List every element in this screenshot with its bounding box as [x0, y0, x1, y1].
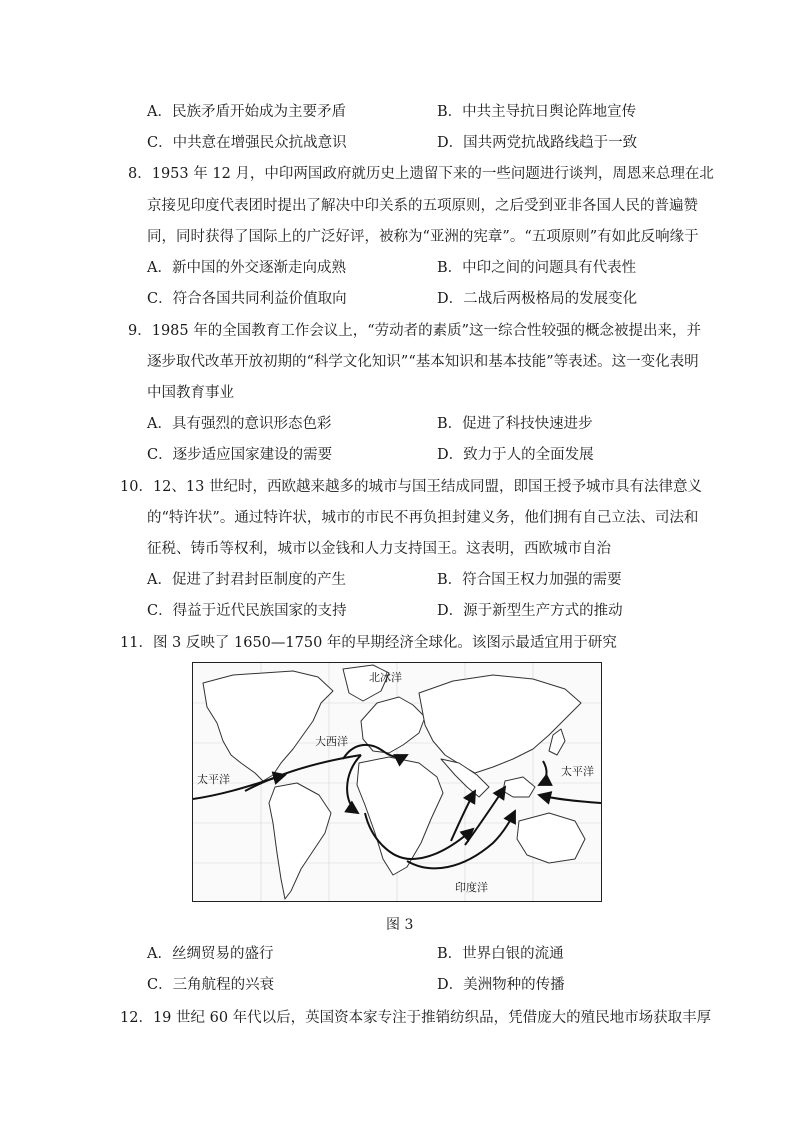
q8-option-d: D．二战后两极格局的发展变化 [437, 291, 638, 307]
q12-stem-line-1: 12．19 世纪 60 年代以后，英国资本家专注于推销纺织品，凭借庞大的殖民地市场获取丰厚 [120, 1010, 712, 1026]
q8-stem-line-1: 8．1953 年 12 月，中印两国政府就历史上遗留下来的一些问题进行谈判，周恩来总理在北 [128, 166, 714, 182]
q11-option-d: D．美洲物种的传播 [437, 977, 565, 993]
label-pacific-ocean-west: 太平洋 [197, 773, 230, 786]
q9-option-a: A．具有强烈的意识形态色彩 [147, 416, 332, 432]
q8-stem-line-2: 京接见印度代表团时提出了解决中印关系的五项原则，之后受到亚非各国人民的普遍赞 [147, 198, 698, 214]
q10-stem-line-1: 10．12、13 世纪时，西欧越来越多的城市与国王结成同盟，即国王授予城市具有法律意义 [120, 479, 702, 495]
q7-option-c: C．中共意在增强民众抗战意识 [147, 135, 347, 151]
asia-landmass [419, 675, 581, 773]
q11-option-a: A．丝绸贸易的盛行 [147, 946, 274, 962]
q9-stem-line-2: 逐步取代改革开放初期的“科学文化知识”“基本知识和基本技能”等表述。这一变化表明 [147, 354, 699, 370]
label-atlantic-ocean: 大西洋 [315, 735, 348, 748]
world-map-figure [193, 663, 601, 901]
q9-option-d: D．致力于人的全面发展 [437, 447, 594, 463]
q11-option-b: B．世界白银的流通 [437, 946, 564, 962]
route-trans-pacific-east [539, 795, 601, 803]
q9-option-c: C．逐步适应国家建设的需要 [147, 447, 333, 463]
q11-option-c: C．三角航程的兴衰 [147, 977, 275, 993]
q7-option-b: B．中共主导抗日舆论阵地宣传 [437, 104, 637, 120]
q10-option-c: C．得益于近代民族国家的支持 [147, 603, 347, 619]
route-china-coast [539, 761, 546, 785]
q7-option-a: A．民族矛盾开始成为主要矛盾 [147, 104, 346, 120]
q10-stem-line-2: 的“特许状”。通过特许状，城市的市民不再负担封建义务，他们拥有自己立法、司法和 [147, 510, 699, 526]
q8-option-a: A．新中国的外交逐渐走向成熟 [147, 260, 346, 276]
q10-option-a: A．促进了封君封臣制度的产生 [147, 572, 346, 588]
q9-stem-line-1: 9．1985 年的全国教育工作会议上，“劳动者的素质”这一综合性较强的概念被提出来，并 [128, 323, 702, 339]
q10-option-b: B．符合国王权力加强的需要 [437, 572, 622, 588]
southeast-asia-islands [503, 777, 535, 797]
q9-option-b: B．促进了科技快速进步 [437, 416, 593, 432]
australia-landmass [517, 813, 585, 863]
label-indian-ocean: 印度洋 [455, 881, 488, 894]
label-pacific-ocean-east: 太平洋 [561, 765, 594, 778]
q7-option-d: D．国共两党抗战路线趋于一致 [437, 135, 638, 151]
q9-stem-line-3: 中国教育事业 [147, 385, 234, 401]
world-trade-map [192, 662, 602, 902]
south-america-landmass [269, 783, 331, 899]
q10-stem-line-3: 征税、铸币等权利，城市以金钱和人力支持国王。这表明，西欧城市自治 [147, 541, 611, 557]
label-arctic-ocean: 北冰洋 [369, 671, 402, 684]
q8-option-c: C．符合各国共同利益价值取向 [147, 291, 347, 307]
q11-stem-line-1: 11．图 3 反映了 1650—1750 年的早期经济全球化。该图示最适宜用于研究 [120, 635, 617, 651]
q8-stem-line-3: 同，同时获得了国际上的广泛好评，被称为“亚洲的宪章”。“五项原则”有如此反响缘于 [147, 229, 699, 245]
figure-caption: 图 3 [386, 917, 414, 933]
q10-option-d: D．源于新型生产方式的推动 [437, 603, 623, 619]
route-india-link [451, 791, 475, 841]
q8-option-b: B．中印之间的问题具有代表性 [437, 260, 637, 276]
